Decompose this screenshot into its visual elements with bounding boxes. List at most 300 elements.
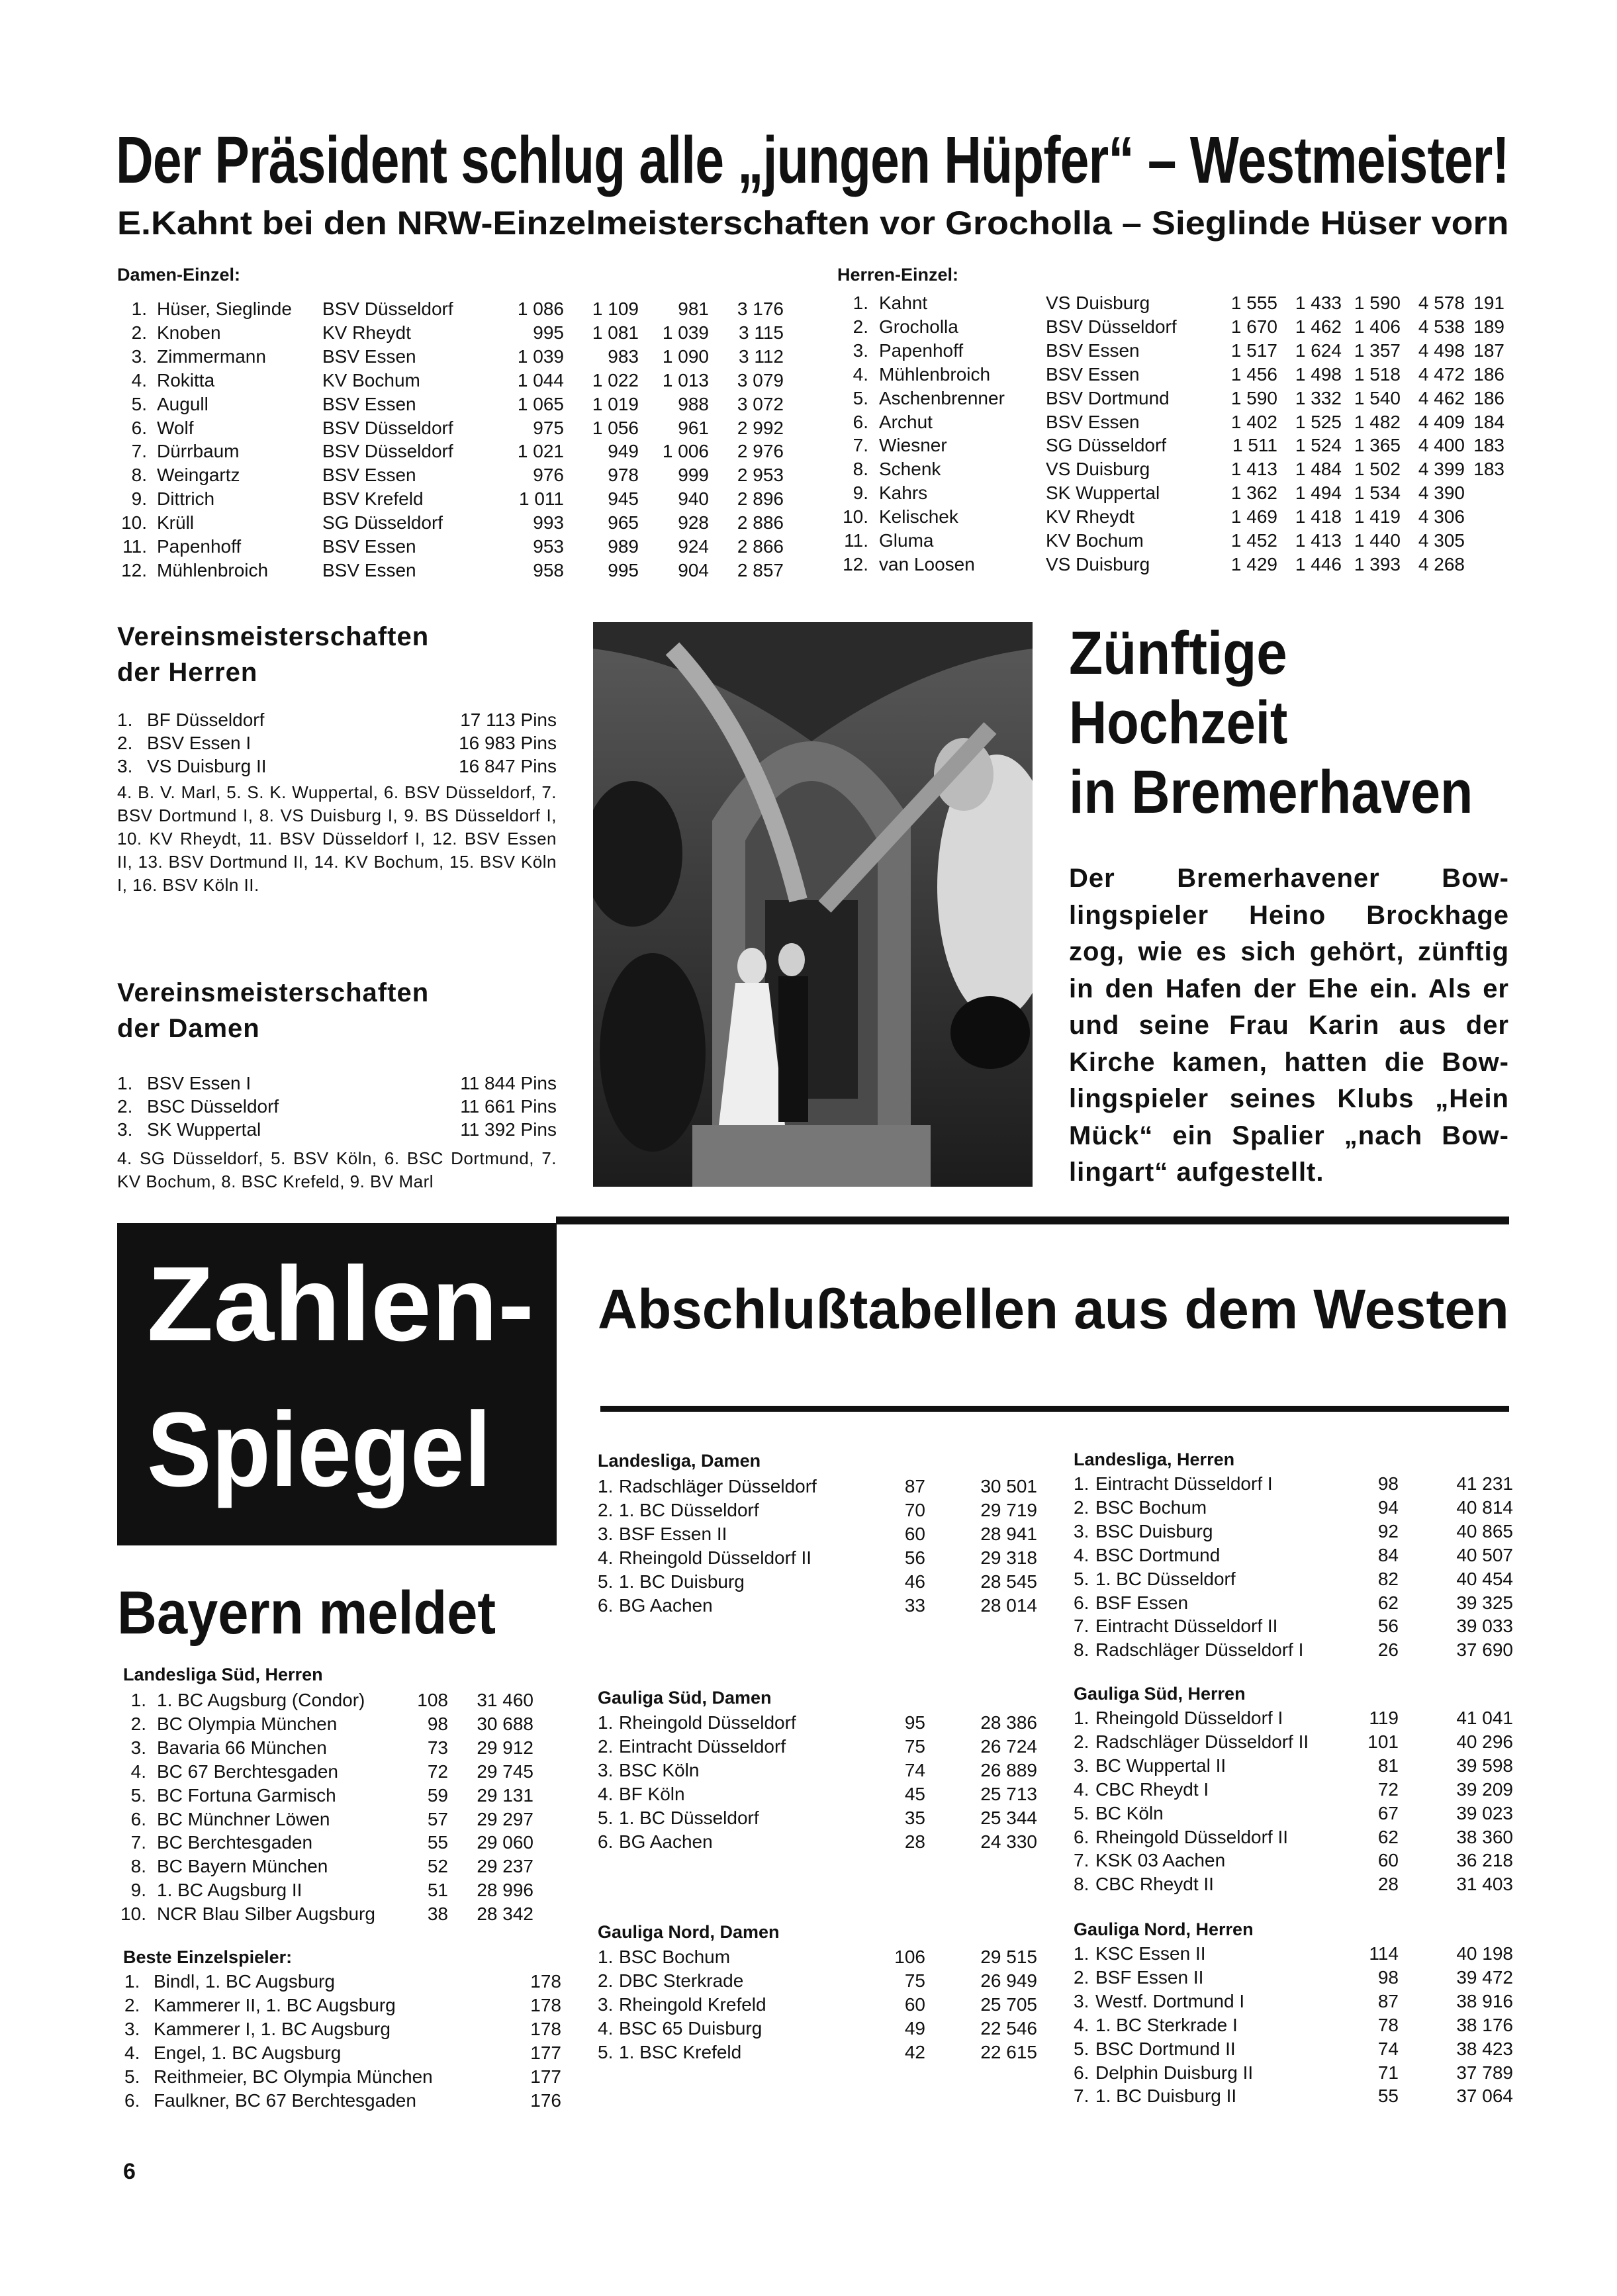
westen-gauliga-nord-herren-row [0,2084,1617,2108]
rank: 1. [131,298,147,319]
value-cell: 51 [427,1880,448,1901]
name: BSC Dortmund II [1095,2038,1236,2059]
name: Zimmermann [157,345,266,367]
value-cell: 1 013 [662,369,709,390]
westen-landesliga-herren-title: Landesliga, Herren [1074,1449,1235,1469]
rank: 5. [598,2041,614,2062]
value-cell: 62 [1377,1826,1399,1847]
name: BSC Bochum [1095,1496,1207,1518]
value-cell: 2 866 [737,536,784,557]
name: KSC Essen II [1095,1943,1206,1964]
westen-gauliga-nord-herren-row [0,2013,1617,2037]
value-cell: 55 [1377,2086,1399,2107]
value-cell: SG Düsseldorf [322,512,443,533]
verein-herren-rest: 4. B. V. Marl, 5. S. K. Wuppertal, 6. BSV Düsseldorf, 7. BSV Dortmund I, 8. VS Duisburg I, 9. BS Düsseldorf I, 10. KV Rheydt, 11. BSV Düsseldorf I, 12. BSV Essen II, 13. BSV Dortmund II, 14. KV Bochum, 15. BSV Köln I, 16. BSV Köln II. [117,782,557,895]
rank: 3. [1074,1990,1089,2011]
value-cell: 29 318 [980,1547,1037,1568]
bayern-landesliga-title: Landesliga Süd, Herren [123,1665,323,1684]
rank: 1. [598,1712,614,1733]
name: 1. BC Düsseldorf [619,1807,759,1828]
value-cell: 1 021 [517,441,564,462]
damen-einzel-title: Damen-Einzel: [117,265,241,285]
value-cell: 22 615 [980,2041,1037,2062]
name: Eintracht Düsseldorf II [1095,1616,1278,1637]
rank: 6. [598,1831,614,1852]
rank: 4. [598,1547,614,1568]
westen-gauliga-nord-herren-row [0,1966,1617,1990]
name: 1. BC Sterkrade I [1095,2014,1238,2035]
name: Kammerer I, 1. BC Augsburg [154,2018,391,2039]
value-cell: KV Bochum [322,369,420,390]
value-cell: 56 [1377,1616,1399,1637]
value-cell: BSV Düsseldorf [322,417,453,438]
value-cell: 11 844 Pins [460,1073,557,1093]
rank: 8. [130,1856,146,1877]
westen-gauliga-sued-herren-row [0,1872,1617,1896]
value-cell: 4 305 [1418,530,1465,551]
rank: 10. [843,506,868,528]
value-cell: 57 [427,1808,448,1829]
value-cell: 40 198 [1456,1943,1513,1964]
value-cell: 176 [530,2089,561,2111]
rank: 2. [598,1735,614,1757]
rank: 4. [130,1761,146,1782]
value-cell: 40 296 [1456,1731,1513,1752]
value-cell: 40 507 [1456,1544,1513,1565]
value-cell: 39 023 [1456,1802,1513,1823]
value-cell: 1 534 [1354,482,1401,504]
value-cell: 28 941 [980,1523,1037,1544]
value-cell: 187 [1473,340,1504,361]
value-cell: BSV Düsseldorf [1046,316,1177,337]
rank: 2. [598,1970,614,1991]
name: 1. BC Augsburg (Condor) [157,1690,365,1710]
text-line: und seine Frau Karin aus der [1069,1011,1509,1040]
value-cell: 2 976 [737,441,784,462]
name: BG Aachen [619,1831,713,1852]
rank: 3. [117,756,133,777]
value-cell: 3 079 [737,369,784,390]
value-cell: BSV Dortmund [1046,387,1170,408]
value-cell: 73 [427,1737,448,1758]
name: Mühlenbroich [157,559,269,580]
value-cell: 186 [1473,387,1504,408]
value-cell: 1 456 [1230,363,1277,385]
value-cell: 40 454 [1456,1568,1513,1589]
verein-damen-rest: 4. SG Düsseldorf, 5. BSV Köln, 6. BSC Dortmund, 7. KV Bochum, 8. BSC Krefeld, 9. BV Marl [117,1148,557,1191]
value-cell: 2 953 [737,465,784,486]
name: Dittrich [157,488,215,510]
value-cell: 28 014 [980,1594,1037,1616]
name: BSC Duisburg [1095,1520,1213,1541]
value-cell: 72 [1377,1778,1399,1800]
rank: 3. [598,1523,614,1544]
name: BSC Dortmund [1095,1544,1221,1565]
value-cell: 1 518 [1354,363,1401,385]
value-cell: 114 [1369,1943,1399,1964]
value-cell: 82 [1377,1568,1399,1589]
value-cell: 62 [1377,1592,1399,1613]
name: Archut [879,411,933,432]
value-cell: 178 [530,1971,561,1992]
value-cell: 1 446 [1295,553,1342,574]
value-cell: 978 [608,465,639,486]
rank: 11. [844,530,868,551]
value-cell: 1 498 [1295,363,1342,385]
rank: 6. [1074,1826,1089,1847]
rank: 1. [117,710,133,730]
value-cell: 60 [904,1523,925,1544]
value-cell: 191 [1473,293,1504,313]
value-cell: 4 538 [1418,316,1465,337]
value-cell: 67 [1377,1802,1399,1823]
rank: 3. [1074,1520,1089,1541]
rank: 12. [843,553,868,574]
title-line: Zünftige [1069,620,1287,687]
value-cell: 1 362 [1230,482,1277,504]
rank: 2. [598,1499,614,1520]
value-cell: 993 [533,512,564,533]
value-cell: 75 [904,1735,925,1757]
value-cell: 1 006 [662,441,709,462]
value-cell: 904 [678,559,709,580]
value-cell: 945 [608,488,639,510]
value-cell: 55 [427,1832,448,1853]
value-cell: 95 [904,1712,925,1733]
value-cell: 45 [904,1783,925,1804]
value-cell: 1 525 [1295,411,1342,432]
value-cell: 1 402 [1230,411,1277,432]
value-cell: 1 406 [1354,316,1401,337]
value-cell: VS Duisburg [1046,459,1150,480]
westen-gauliga-sued-herren-row [0,1730,1617,1754]
name: Augull [157,393,208,414]
value-cell: 189 [1473,316,1504,337]
rank: 6. [131,417,147,438]
value-cell: 22 546 [980,2017,1037,2039]
name: 1. BC Duisburg II [1095,2086,1237,2107]
value-cell: 975 [533,417,564,438]
name: BC Fortuna Garmisch [157,1784,336,1806]
value-cell: 41 231 [1456,1473,1513,1494]
value-cell: 940 [678,488,709,510]
title-line: in Bremerhaven [1069,758,1473,826]
value-cell: 35 [904,1807,925,1828]
value-cell: 1 440 [1354,530,1401,551]
name: Papenhoff [879,340,964,361]
rank: 3. [598,1994,614,2015]
value-cell: 42 [904,2041,925,2062]
rank: 6. [1074,2062,1089,2083]
value-cell: VS Duisburg [1046,553,1150,574]
value-cell: 1 365 [1354,435,1401,456]
value-cell: 81 [1377,1755,1399,1776]
name: Kahnt [879,293,928,313]
page-number: 6 [123,2159,136,2184]
value-cell: BSV Krefeld [322,488,424,510]
name: BC Münchner Löwen [157,1808,330,1829]
rank: 3. [124,2018,140,2039]
value-cell: 29 515 [980,1947,1037,1967]
rank: 6. [853,411,868,432]
name: Delphin Duisburg II [1095,2062,1254,2083]
value-cell: 983 [608,345,639,367]
value-cell: 3 112 [739,345,784,367]
name: Rheingold Düsseldorf [619,1712,796,1733]
rank: 7. [853,435,868,456]
value-cell: 84 [1377,1544,1399,1565]
name: 1. BC Düsseldorf [1095,1568,1236,1589]
value-cell: 1 357 [1354,340,1401,361]
value-cell: 976 [533,465,564,486]
rank: 1. [598,1947,614,1967]
herren-einzel-row [0,505,1617,529]
name: BSC Köln [619,1759,700,1780]
value-cell: 988 [678,393,709,414]
value-cell: BSV Essen [322,559,416,580]
value-cell: 1 011 [519,488,564,510]
herren-einzel-row [0,434,1617,457]
divider [556,1217,1509,1224]
name: Schenk [879,459,941,480]
value-cell: 98 [1377,1966,1399,1988]
value-cell: 39 033 [1456,1616,1513,1637]
value-cell: 1 109 [592,298,639,319]
rank: 7. [1074,2086,1089,2107]
value-cell: 38 916 [1456,1990,1513,2011]
name: BSV Essen I [147,733,252,754]
name: Kammerer II, 1. BC Augsburg [154,1994,396,2015]
name: Radschläger Düsseldorf II [1095,1731,1309,1752]
rank: 5. [1074,1568,1089,1589]
value-cell: 981 [678,298,709,319]
rank: 1. [853,293,868,313]
value-cell: 106 [894,1947,925,1967]
name: Radschläger Düsseldorf I [1095,1639,1304,1661]
value-cell: 1 590 [1354,293,1401,313]
value-cell: 29 297 [477,1808,533,1829]
rank: 1. [124,1971,140,1992]
value-cell: 28 545 [980,1571,1037,1592]
value-cell: 119 [1369,1708,1399,1728]
value-cell: BSV Essen [1046,411,1140,432]
name: Rokitta [157,369,215,390]
value-cell: 4 462 [1418,387,1465,408]
value-cell: 37 789 [1456,2062,1513,2083]
value-cell: 2 857 [737,559,784,580]
rank: 1. [598,1476,614,1496]
name: BSC Bochum [619,1947,731,1967]
value-cell: 995 [533,322,564,343]
value-cell: 16 983 Pins [459,733,557,754]
value-cell: 1 090 [662,345,709,367]
bayern-beste-title: Beste Einzelspieler: [123,1947,293,1967]
value-cell: 1 555 [1230,293,1277,313]
rank: 1. [117,1073,133,1093]
name: Rheingold Düsseldorf II [1095,1826,1289,1847]
value-cell: 177 [530,2066,561,2087]
value-cell: 1 670 [1230,316,1277,337]
value-cell: BSV Düsseldorf [322,298,453,319]
rank: 4. [1074,1544,1089,1565]
name: BSF Essen II [619,1523,727,1544]
value-cell: 4 399 [1418,459,1465,480]
value-cell: 46 [904,1571,925,1592]
value-cell: 1 065 [517,393,564,414]
value-cell: 4 498 [1418,340,1465,361]
value-cell: 177 [530,2042,561,2063]
name: Aschenbrenner [879,387,1005,408]
name: 1. BSC Krefeld [619,2041,742,2062]
value-cell: 36 218 [1456,1850,1513,1871]
herren-einzel-row [0,481,1617,505]
value-cell: BSV Essen [322,465,416,486]
name: 1. BC Augsburg II [157,1880,302,1901]
value-cell: 16 847 Pins [459,756,557,777]
value-cell: 26 724 [980,1735,1037,1757]
name: BG Aachen [619,1594,713,1616]
name: Dürrbaum [157,441,240,462]
name: BSC Düsseldorf [147,1096,279,1117]
rank: 11. [122,536,147,557]
rank: 5. [131,393,147,414]
rank: 10. [121,512,147,533]
name: Krüll [157,512,195,533]
text-line: in den Hafen der Ehe ein. Als er [1069,974,1509,1003]
value-cell: 39 472 [1456,1966,1513,1988]
title-line: der Damen [117,1014,260,1043]
name: BF Düsseldorf [147,710,265,730]
name: Wiesner [879,435,947,456]
name: BC Köln [1095,1802,1164,1823]
value-cell: 92 [1377,1520,1399,1541]
rank: 9. [130,1880,146,1901]
value-cell: BSV Essen [322,393,416,414]
value-cell: 1 540 [1354,387,1401,408]
rank: 2. [130,1713,146,1734]
name: Kahrs [879,482,928,504]
value-cell: 71 [1377,2062,1399,2083]
name: van Loosen [879,553,975,574]
abschluss-title: Abschlußtabellen aus dem Westen [598,1278,1509,1340]
value-cell: 989 [608,536,639,557]
value-cell: 1 433 [1295,293,1342,313]
value-cell: 1 056 [592,417,639,438]
name: 1. BC Duisburg [619,1571,745,1592]
value-cell: 2 886 [737,512,784,533]
value-cell: 1 524 [1295,435,1342,456]
value-cell: 1 418 [1295,506,1342,528]
herren-einzel-row [0,315,1617,339]
name: Bindl, 1. BC Augsburg [154,1971,335,1992]
value-cell: 1 429 [1230,553,1277,574]
name: BC Bayern München [157,1856,328,1877]
value-cell: 87 [1377,1990,1399,2011]
westen-gauliga-sued-herren-row [0,1706,1617,1730]
rank: 3. [598,1759,614,1780]
name: Mühlenbroich [879,363,991,385]
rank: 6. [598,1594,614,1616]
text-line: zog, wie es sich gehört, zünftig [1069,937,1509,966]
name: BSF Essen [1095,1592,1189,1613]
value-cell: 3 072 [737,393,784,414]
westen-gauliga-nord-herren-row [0,1942,1617,1966]
value-cell: 4 390 [1418,482,1465,504]
value-cell: 39 598 [1456,1755,1513,1776]
name: BC 67 Berchtesgaden [157,1761,338,1782]
value-cell: 60 [1377,1850,1399,1871]
westen-landesliga-herren-row [0,1543,1617,1567]
value-cell: 184 [1473,411,1504,432]
value-cell: 4 400 [1418,435,1465,456]
zahlen-spiegel-box [117,1223,557,1545]
headline: Der Präsident schlug alle „jungen Hüpfer“ – Westmeister! [116,123,1509,197]
rank: 5. [598,1807,614,1828]
westen-landesliga-damen-title: Landesliga, Damen [598,1451,761,1471]
value-cell: 101 [1367,1731,1399,1752]
value-cell: 31 403 [1456,1874,1513,1895]
verein-damen-title [117,975,429,1046]
name: Rheingold Düsseldorf I [1095,1708,1283,1728]
rank: 7. [131,441,147,462]
zahlen-spiegel-line: Spiegel [147,1390,492,1508]
value-cell: BSV Essen [1046,340,1140,361]
text-line: lingspieler seines Klubs „Hein [1069,1084,1509,1113]
name: Eintracht Düsseldorf I [1095,1473,1273,1494]
value-cell: 56 [904,1547,925,1568]
value-cell: 39 325 [1456,1592,1513,1613]
rank: 6. [1074,1592,1089,1613]
value-cell: 29 131 [477,1784,533,1806]
name: BC Wuppertal II [1095,1755,1226,1776]
rank: 4. [1074,1778,1089,1800]
value-cell: 1 469 [1230,506,1277,528]
value-cell: 186 [1473,363,1504,385]
text-line: Der Bremerhavener Bow- [1069,864,1509,893]
value-cell: KV Rheydt [1046,506,1134,528]
verein-herren-title [117,619,429,690]
value-cell: 28 996 [477,1880,533,1901]
rank: 9. [853,482,868,504]
westen-gauliga-sued-herren-row [0,1849,1617,1872]
rank: 4. [124,2042,140,2063]
value-cell: 183 [1473,459,1504,480]
value-cell: 1 624 [1295,340,1342,361]
title-line: Vereinsmeisterschaften [117,622,430,651]
name: BSF Essen II [1095,1966,1204,1988]
herren-einzel-row [0,553,1617,576]
herren-einzel-row [0,339,1617,363]
value-cell: 98 [1377,1473,1399,1494]
rank: 3. [1074,1755,1089,1776]
value-cell: 1 413 [1295,530,1342,551]
text-line: Kirche kamen, hatten die Bow- [1069,1047,1509,1077]
title-line: Vereinsmeisterschaften [117,978,430,1007]
herren-einzel-row [0,457,1617,481]
westen-gauliga-nord-herren-row [0,1990,1617,2013]
value-cell: 4 409 [1418,411,1465,432]
value-cell: 1 517 [1230,340,1277,361]
name: BSC 65 Duisburg [619,2017,762,2039]
westen-gauliga-sued-herren-row [0,1802,1617,1825]
rank: 2. [853,316,868,337]
westen-gauliga-sued-herren-row [0,1778,1617,1802]
rank: 5. [598,1571,614,1592]
name: Bavaria 66 München [157,1737,327,1758]
rank: 5. [853,387,868,408]
name: Kelischek [879,506,958,528]
rank: 5. [1074,2038,1089,2059]
